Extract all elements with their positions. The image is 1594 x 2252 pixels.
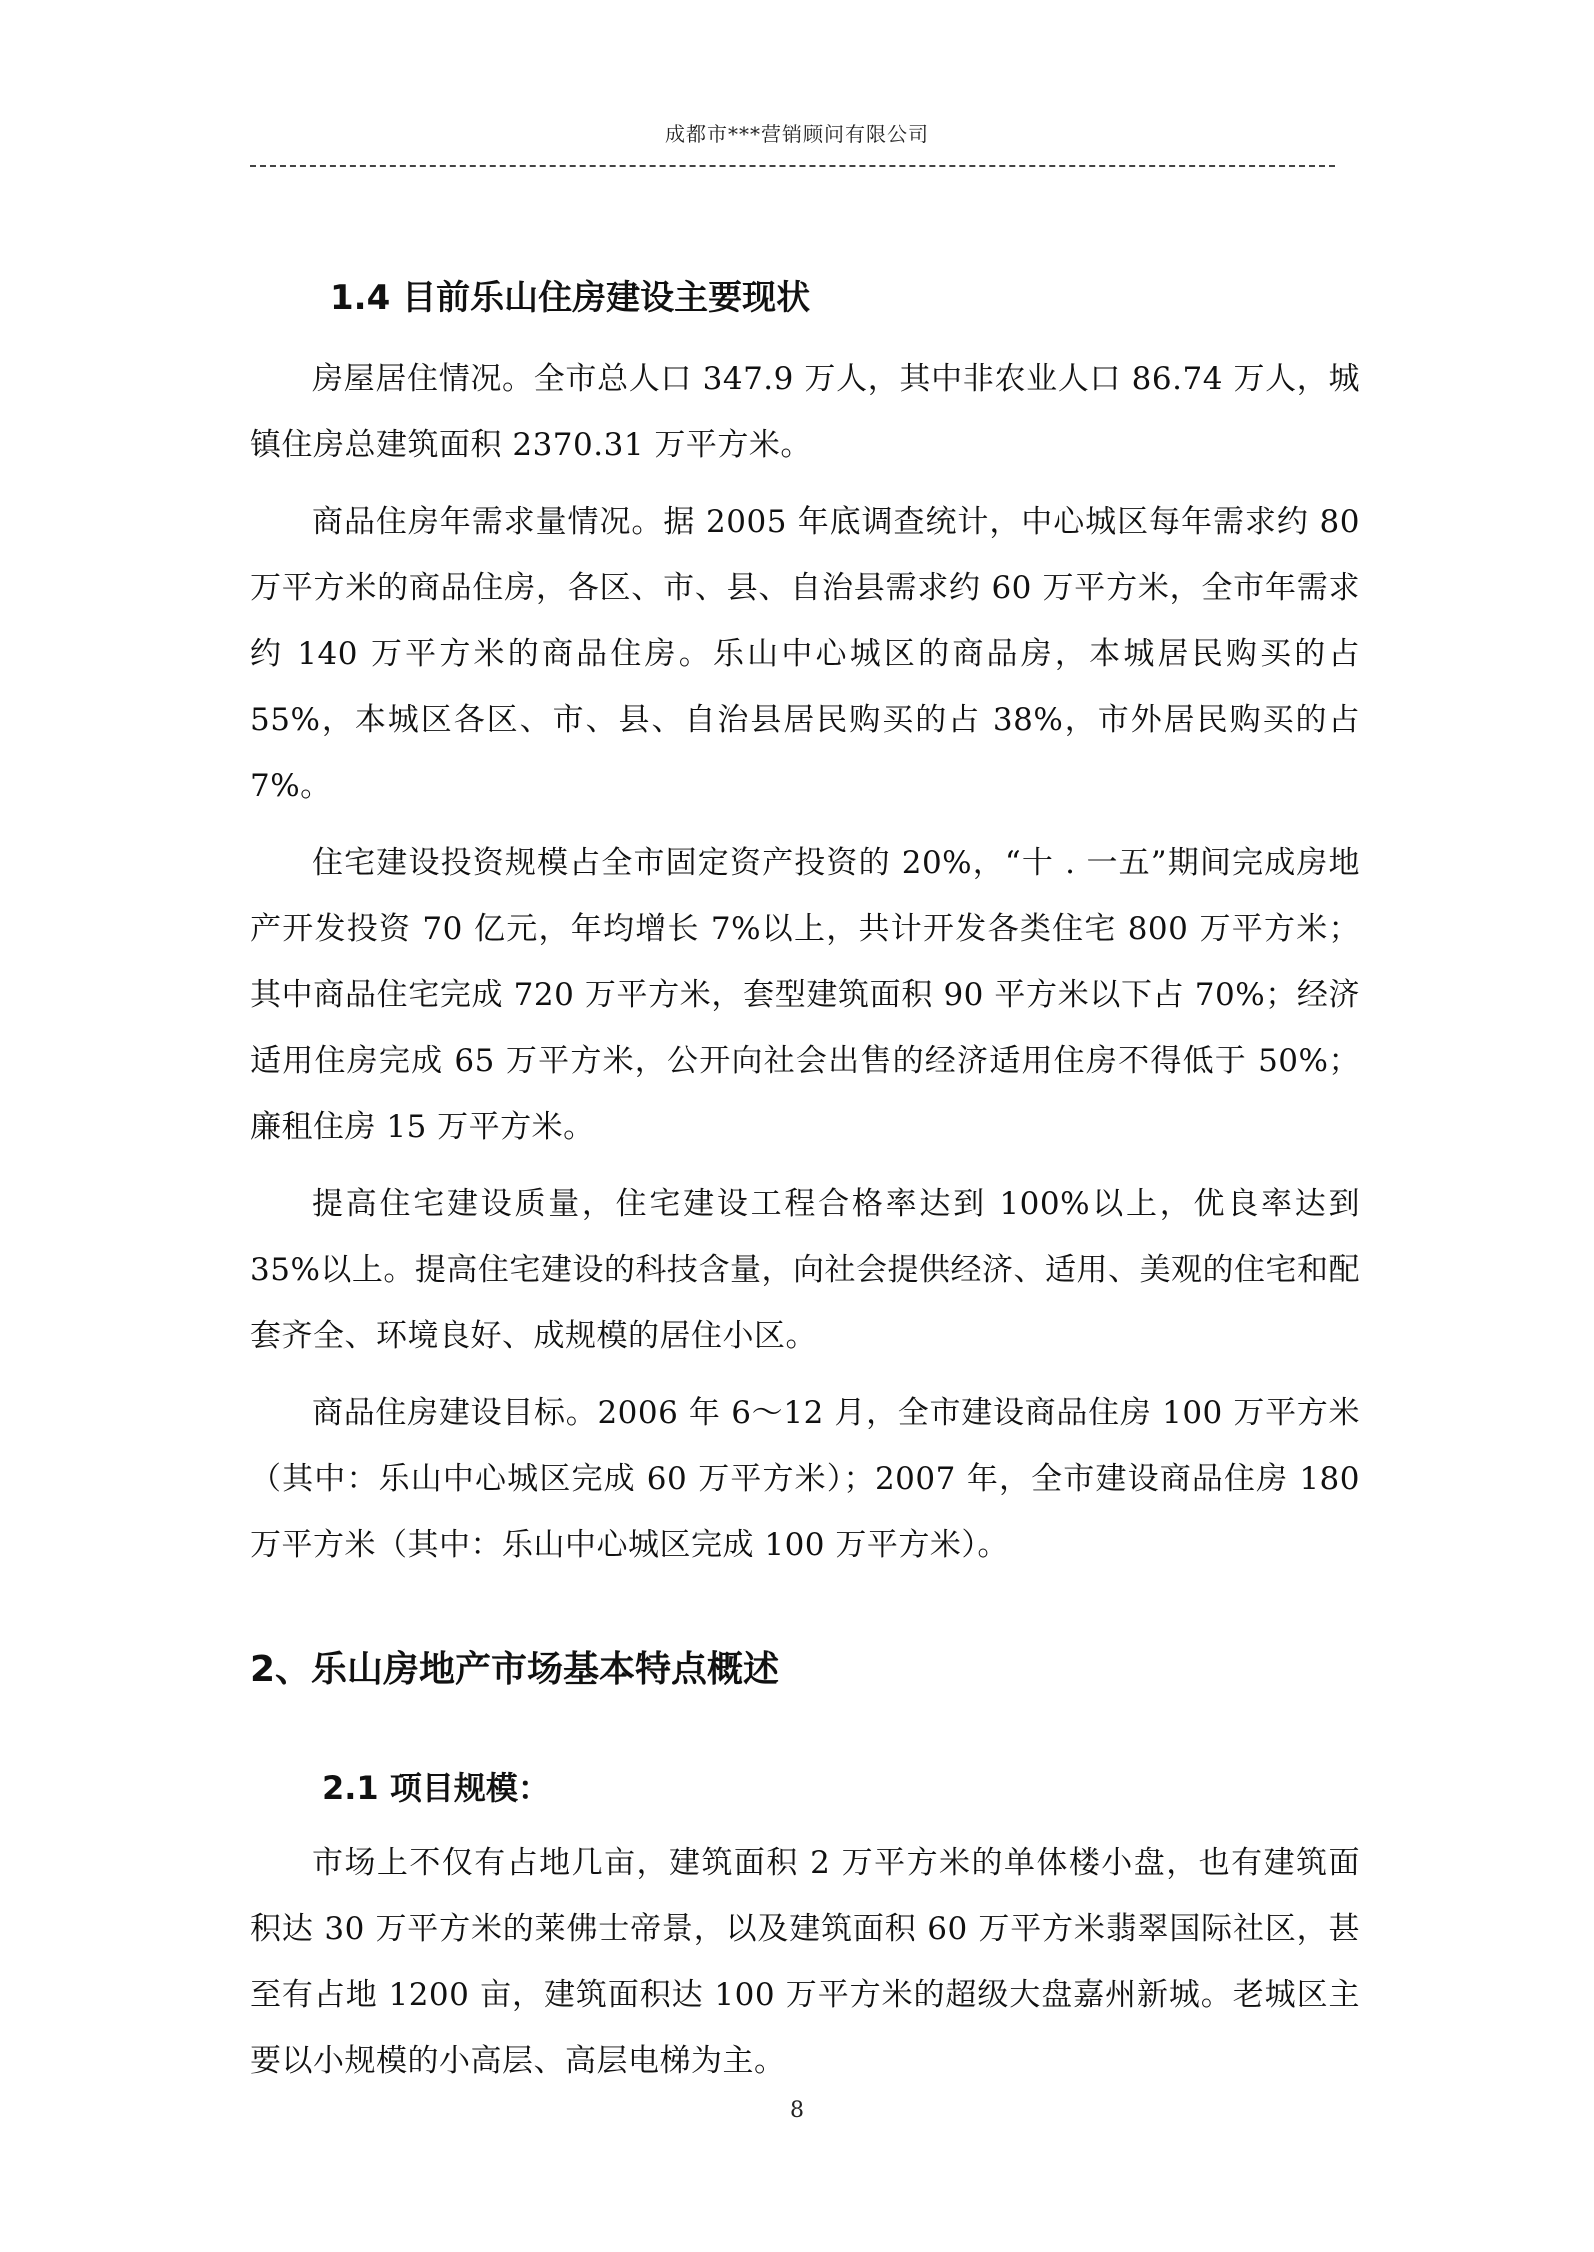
paragraph: 商品住房建设目标。2006 年 6～12 月，全市建设商品住房 100 万平方米（其中：乐山中心城区完成 60 万平方米）；2007 年，全市建设商品住房 180 万平方米（其中：乐山中心城区完成 100 万平方米）。: [250, 1395, 1360, 1563]
section-2-1-heading: 2.1 项目规模：: [322, 1769, 550, 1807]
paragraph: 商品住房年需求量情况。据 2005 年底调查统计，中心城区每年需求约 80 万平方米的商品住房，各区、市、县、自治县需求约 60 万平方米，全市年需求约 140 万平方米的商品住房。乐山中心城区的商品房，本城居民购买的占 55%，本城区各区、市、县、自治县居民购买的占 38%，市外居民购买的占 7%。: [250, 504, 1360, 804]
header-divider: [250, 165, 1335, 167]
section-1-4-heading: 1.4 目前乐山住房建设主要现状: [330, 278, 811, 318]
paragraph: 住宅建设投资规模占全市固定资产投资的 20%，“十 . 一五”期间完成房地产开发投资 70 亿元，年均增长 7%以上，共计开发各类住宅 800 万平方米；其中商品住宅完成 720 万平方米，套型建筑面积 90 平方米以下占 70%；经济适用住房完成 65 万平方米，公开向社会出售的经济适用住房不得低于 50%；廉租住房 15 万平方米。: [250, 845, 1360, 1145]
paragraph: 市场上不仅有占地几亩，建筑面积 2 万平方米的单体楼小盘，也有建筑面积达 30 万平方米的莱佛士帝景，以及建筑面积 60 万平方米翡翠国际社区，甚至有占地 1200 亩，建筑面积达 100 万平方米的超级大盘嘉州新城。老城区主要以小规模的小高层、高层电梯为主。: [250, 1845, 1360, 2079]
page-number: 8: [790, 2098, 804, 2123]
section-2-heading: 2、乐山房地产市场基本特点概述: [250, 1649, 780, 1690]
paragraph: 提高住宅建设质量，住宅建设工程合格率达到 100%以上，优良率达到 35%以上。提高住宅建设的科技含量，向社会提供经济、适用、美观的住宅和配套齐全、环境良好、成规模的居住小区。: [250, 1186, 1360, 1354]
paragraph: 房屋居住情况。全市总人口 347.9 万人，其中非农业人口 86.74 万人，城镇住房总建筑面积 2370.31 万平方米。: [250, 361, 1360, 463]
page-header: 成都市***营销顾问有限公司: [665, 122, 929, 146]
page-content: [250, 270, 1360, 2105]
